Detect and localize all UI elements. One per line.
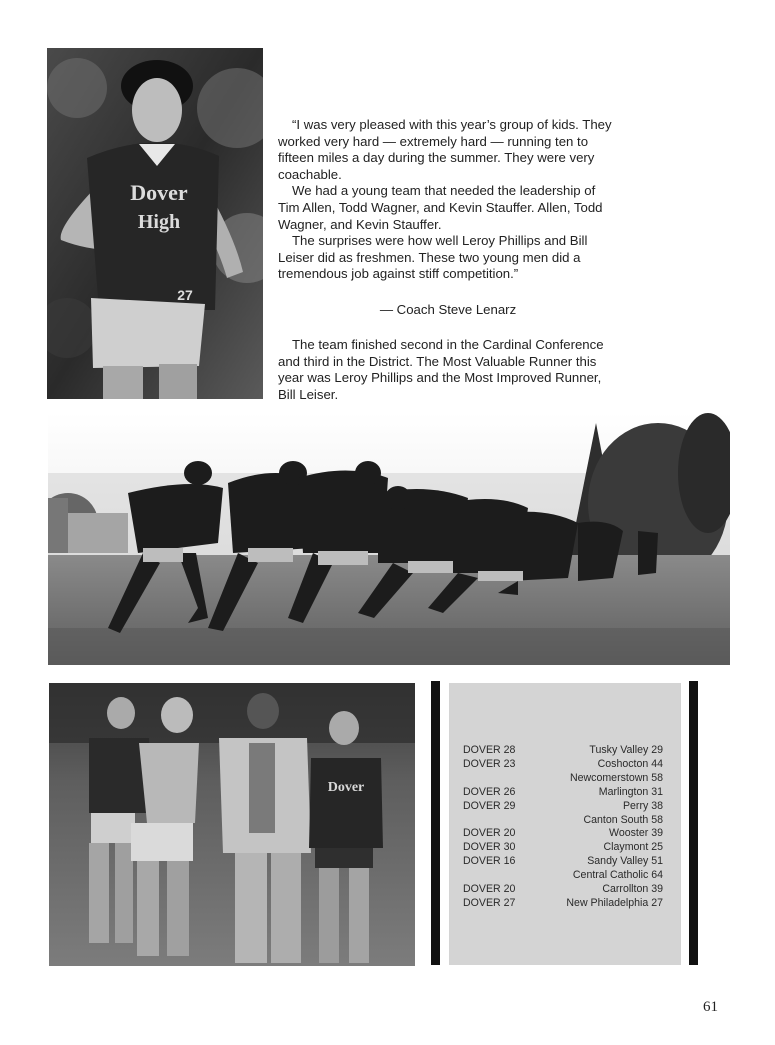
dover-score: DOVER 27	[463, 896, 516, 909]
dover-score: DOVER 30	[463, 841, 516, 854]
result-row	[449, 743, 681, 757]
quote-paragraph: The surprises were how well Leroy Phillips and Bill Leiser did as freshmen. These two young men did a tremendous job against stiff competition.”	[278, 233, 588, 282]
opponent-score: Sandy Valley 51	[587, 855, 663, 868]
coach-quote	[278, 117, 618, 283]
result-row	[449, 896, 681, 910]
result-row	[449, 799, 681, 813]
opponent-score: Marlington 31	[598, 785, 663, 798]
result-row	[449, 826, 681, 840]
quote-paragraph: “I was very pleased with this year’s group of kids. They worked very hard — extremely hard — running ten to fifteen miles a day during the summer. They were very coachable.	[278, 117, 612, 182]
jersey-text-high: High	[137, 211, 181, 233]
dover-score: DOVER 23	[463, 757, 516, 770]
team-start-photo	[48, 413, 730, 665]
season-results-box	[449, 683, 681, 965]
jersey-number: 27	[177, 287, 193, 303]
opponent-score: Tusky Valley 29	[589, 744, 663, 756]
dover-score: DOVER 20	[463, 827, 516, 840]
opponent-score: Canton South 58	[583, 813, 663, 826]
result-row	[449, 771, 681, 785]
opponent-score: Coshocton 44	[597, 757, 663, 770]
opponent-score: Central Catholic 64	[572, 869, 663, 882]
result-row	[449, 854, 681, 868]
opponent-score: Claymont 25	[603, 841, 663, 854]
result-row	[449, 813, 681, 827]
jersey-text-dover: Dover	[130, 180, 188, 205]
left-divider-bar	[431, 681, 440, 965]
opponent-score: Carrollton 39	[602, 883, 663, 895]
result-row	[449, 757, 681, 771]
coach-with-runners-photo	[49, 683, 415, 966]
dover-score: DOVER 28	[463, 744, 516, 756]
opponent-score: Perry 38	[622, 799, 663, 812]
page-number: 61	[703, 999, 718, 1015]
dover-score: DOVER 16	[463, 855, 516, 868]
dover-score: DOVER 29	[463, 799, 516, 812]
opponent-score: Newcomerstown 58	[569, 771, 663, 784]
quote-attribution: — Coach Steve Lenarz	[379, 302, 517, 317]
right-divider-bar	[689, 681, 698, 965]
result-row	[449, 785, 681, 799]
jersey-text-dover-2: Dover	[327, 780, 365, 795]
result-row	[449, 840, 681, 854]
opponent-score: Wooster 39	[609, 827, 663, 840]
dover-score: DOVER 26	[463, 785, 516, 798]
opponent-score: New Philadelphia 27	[566, 896, 663, 909]
quote-paragraph: We had a young team that needed the leadership of Tim Allen, Todd Wagner, and Kevin Stauffer. Allen, Todd Wagner, and Kevin Stauffer.	[278, 183, 603, 232]
result-row	[449, 882, 681, 896]
dover-score: DOVER 20	[463, 883, 516, 895]
result-row	[449, 868, 681, 882]
runner-photo	[47, 48, 263, 399]
season-summary: The team finished second in the Cardinal Conference and third in the District. The Most Valuable Runner this year was Leroy Phillips and the Most Improved Runner, Bill Leiser.	[278, 337, 604, 402]
